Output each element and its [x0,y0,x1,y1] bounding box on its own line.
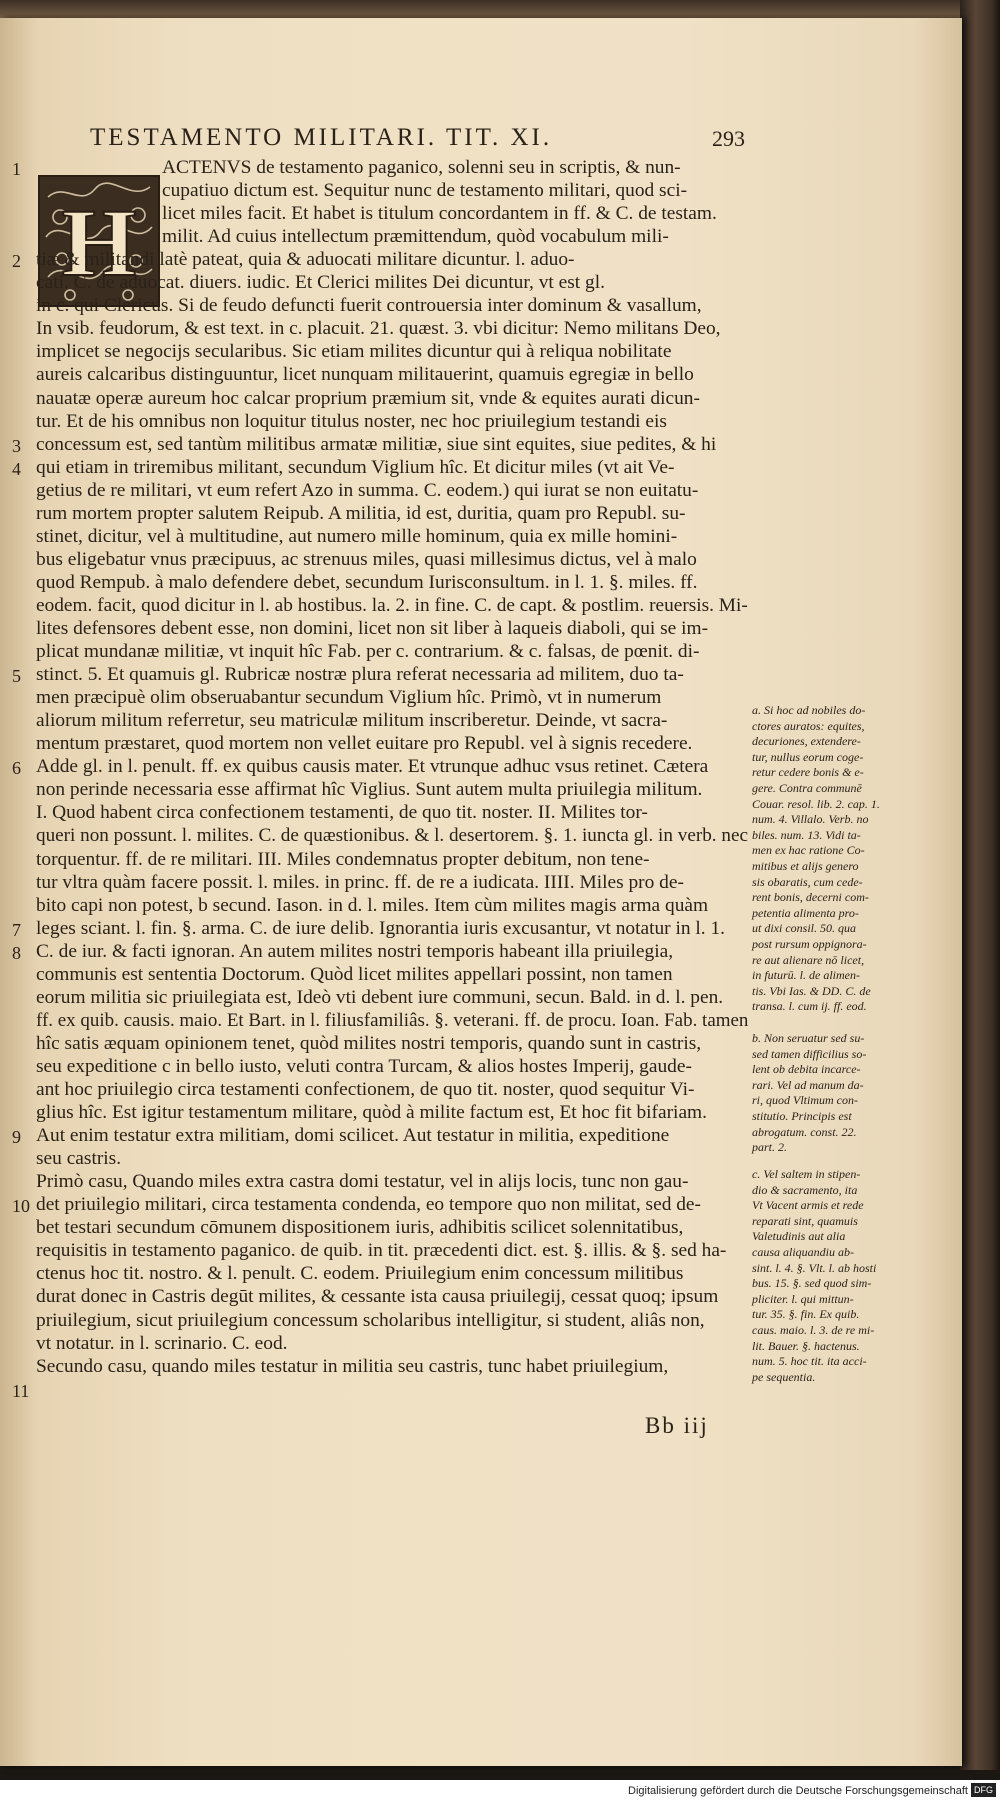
text-line: vt notatur. in l. scrinario. C. eod. [36,1332,288,1354]
text-line: eorum militia sic priuilegiata est, Ideò vti debent iure communi, secun. Bald. in d. l. pen. [36,986,724,1008]
text-line: aliorum militum referretur, seu matriculæ militum inscriberetur. Deinde, vt sacra- [36,710,668,732]
margin-number: 11 [12,1380,30,1401]
text-line: queri non possunt. l. milites. C. de quæstionibus. & l. desertorem. §. 1. iuncta gl. in verb. nec [36,825,748,847]
text-line: getius de re militari, vt eum refert Azo in summa. C. eodem.) qui iurat se non euitatu- [36,479,699,501]
footer-text: Digitalisierung gefördert durch die Deutsche Forschungsgemeinschaft [628,1785,968,1797]
text-line: lites defensores debent esse, non domini, licet non sit liber à laqueis diaboli, qui se im- [36,618,709,639]
margin-note-line: mitibus et alijs genero [752,859,859,873]
margin-note-line: causa aliquandiu ab- [752,1245,854,1259]
dfg-logo: DFG [971,1783,996,1797]
margin-note-line: part. 2. [752,1140,788,1155]
margin-number: 3 [12,435,21,456]
margin-note-line: Vt Vacent armis et rede [752,1198,864,1213]
text-line: tur vltra quàm facere possit. l. miles. in princ. ff. de re a iudicata. IIII. Miles pro de- [36,871,684,893]
margin-note-line: biles. num. 13. Vidi ta- [752,827,861,842]
margin-note-line: num. 5. hoc tit. ita acci- [752,1354,867,1369]
text-line: requisitis in testamento paganico. de quib. in tit. præcedenti dict. est. §. illis. & §. sed ha- [36,1240,727,1262]
text-line: ctenus hoc tit. nostro. & l. penult. C. eodem. Priuilegium enim concessum militibus [36,1263,684,1285]
text-line: bito capi non potest, b secund. Iason. in d. l. miles. Item cùm milites magis arma quàm [36,894,709,916]
margin-note-line: ctores auratos: equites, [752,718,865,733]
margin-note-line: stitutio. Principis est [752,1109,852,1123]
text-line: concessum est, sed tantùm militibus armatæ militiæ, siue sint equites, siue pedites, & hi [36,433,717,455]
margin-note-line: sint. l. 4. §. Vlt. l. ab hosti [752,1260,877,1275]
margin-note-line: b. Non seruatur sed su- [752,1031,865,1045]
text-line: bus eligebatur vnus præcipuus, ac strenuus miles, quasi millesimus dictus, vel à malo [36,548,697,570]
footer-bar [0,1780,1000,1802]
text-line: eodem. facit, quod dicitur in l. ab hostibus. la. 2. in fine. C. de capt. & postlim. reuersis. Mi- [36,594,748,616]
text-line: men præcipuè olim obseruabantur secundum Viglium hîc. Primò, vt in numerum [36,687,662,709]
text-line: milit. Ad cuius intellectum præmittendum, quòd vocabulum mili- [162,226,669,248]
text-line: communis est sententia Doctorum. Quòd licet milites appellari possint, non tamen [36,963,673,985]
margin-note-line: petentia alimenta pro- [752,905,859,920]
text-line: non perinde necessaria esse affirmat hîc Viglius. Sunt autem multa priuilegia militum. [36,779,703,801]
text-line: torquentur. ff. de re militari. III. Miles condemnatus propter debitum, non tene- [36,848,650,870]
text-line: rum mortem propter salutem Reipub. A militia, id est, duritia, quam pro Republ. su- [36,502,686,524]
margin-note-line: ri, quod Vltimum con- [752,1093,858,1108]
text-line: stinet, dicitur, vel à multitudine, aut numero mille hominum, quia ex mille homini- [36,525,678,547]
margin-note-line: transa. l. cum ij. ff. eod. [752,999,867,1014]
text-line: implicet se negocijs secularibus. Sic etiam milites dicuntur qui à reliqua nobilitate [36,341,672,363]
page-top-edge [0,0,962,20]
text-line: tiæ & militandi latè pateat, quia & aduocati militare dicuntur. l. aduo- [36,249,575,271]
text-line: priuilegium, sicut priuilegium concessum scholaribus intelligitur, si student, aliâs non, [36,1309,705,1331]
margin-note-line: post rursum oppignora- [752,937,867,951]
margin-number: 5 [12,666,21,687]
text-line: quod Rempub. à malo defendere debet, secundum Iurisconsultum. in l. 1. §. miles. ff. [36,571,698,593]
margin-note-line: bus. 15. §. sed quod sim- [752,1276,872,1291]
text-line: bet testari secundum cōmunem dispositionem iuris, adhibitis scilicet solennitatibus, [36,1217,684,1239]
book-page [0,18,962,1766]
text-line: leges sciant. l. fin. §. arma. C. de iure delib. Ignorantia iuris excusantur, vt notatur in l. 1. [36,917,726,939]
text-line: stinct. 5. Et quamuis gl. Rubricæ nostræ plura referat necessaria ad militem, duo ta- [36,664,684,686]
margin-note-line: caus. maio. l. 3. de re mi- [752,1323,875,1337]
text-line: cupatiuo dictum est. Sequitur nunc de testamento militari, quod sci- [162,180,688,202]
text-line: seu expeditione c in bello iusto, veluti contra Turcam, & alios hostes Imperij, gaude- [36,1055,692,1077]
text-line: Primò casu, Quando miles extra castra domi testatur, vel in alijs locis, tunc non gau- [36,1171,689,1193]
margin-note-line: lit. Bauer. §. hactenus. [752,1338,860,1353]
margin-note-line: Valetudinis aut alia [752,1229,846,1244]
signature-mark: Bb iij [645,1413,709,1438]
text-line: ff. ex quib. causis. maio. Et Bart. in l. filiusfamiliâs. §. veterani. ff. de procu. Ioan. Fab. tamen [36,1009,749,1031]
initial-letter: H [61,189,137,296]
text-line: seu castris. [36,1148,122,1170]
text-line: aureis calcaribus distinguuntur, licet nunquam militauerint, quamuis egregiæ in bello [36,364,694,386]
margin-note-line: rari. Vel ad manum da- [752,1077,864,1092]
margin-note-line: rent bonis, decerni com- [752,890,869,905]
margin-number: 2 [12,251,21,272]
margin-note-line: gere. Contra communē [752,781,862,795]
margin-note-line: sis obaratis, cum cede- [752,874,863,889]
margin-note-line: ut dixi consil. 50. qua [752,921,856,936]
margin-number: 8 [12,942,21,963]
margin-note-line: dio & sacramento, ita [752,1182,858,1197]
text-line: plicat mundanæ militiæ, vt inquit hîc Fab. per c. contrarium. & c. falsas, de pœnit. di- [36,641,700,663]
text-line: mentum præstaret, quod mortem non vellet euitare pro Republ. vel à signis recedere. [36,733,693,755]
text-line: Aut enim testatur extra militiam, domi scilicet. Aut testatur in militia, expeditione [36,1125,670,1147]
margin-note-line: tur. 35. §. fin. Ex quib. [752,1307,860,1322]
margin-note-line: decuriones, extendere- [752,734,861,749]
text-line: Secundo casu, quando miles testatur in militia seu castris, tunc habet priuilegium, [36,1355,669,1377]
text-line: C. de iur. & facti ignoran. An autem milites nostri temporis habeant illa priuilegia, [36,940,674,962]
margin-note-line: abrogatum. const. 22. [752,1124,857,1139]
margin-note-line: sed tamen difficilius so- [752,1046,867,1061]
text-line: hîc satis æquam opinionem tenet, quòd milites nostri temporis, quando sunt in castris, [36,1032,702,1054]
text-line: det priuilegio militari, circa testamenta condenda, eo tempore quo non militat, sed de- [36,1194,701,1216]
margin-note-line: in futurū. l. de alimen- [752,968,860,983]
margin-note-line: men ex hac ratione Co- [752,843,865,858]
margin-note-line: retur cedere bonis & e- [752,765,864,780]
margin-note-line: lent ob debita incarce- [752,1062,861,1077]
margin-note-line: tis. Vbi Ias. & DD. C. de [752,983,871,998]
margin-note-line: Couar. resol. lib. 2. cap. 1. [752,796,880,811]
margin-note-line: tur, nullus eorum coge- [752,749,864,764]
text-line: licet miles facit. Et habet is titulum concordantem in ff. & C. de testam. [162,203,717,225]
margin-number: 1 [12,159,21,179]
margin-note-line: a. Si hoc ad nobiles do- [752,703,866,717]
text-line: durat donec in Castris degūt milites, & cessante ista causa priuilegij, cessat quoq; ipsum [36,1286,719,1308]
margin-number: 6 [12,758,21,779]
running-header: TESTAMENTO MILITARI. TIT. XI. [90,124,553,151]
text-line: I. Quod habent circa confectionem testamenti, de quo tit. noster. II. Milites tor- [36,802,648,824]
margin-number: 9 [12,1127,21,1148]
page-number: 293 [712,126,745,151]
margin-note-line: re aut alienare nō licet, [752,952,865,967]
text-line: nauatæ operæ aureum hoc calcar proprium præmium sit, vnde & equites aurati dicun- [36,387,700,409]
text-line: Adde gl. in l. penult. ff. ex quibus causis mater. Et vtrunque adhuc vsus retinet. Cætera [36,756,709,778]
margin-note-line: pliciter. l. qui mittun- [752,1291,854,1306]
margin-note-line: c. Vel saltem in stipen- [752,1167,861,1181]
text-line: qui etiam in triremibus militant, secundum Viglium hîc. Et dicitur miles (vt ait Ve- [36,456,675,478]
margin-note-line: pe sequentia. [752,1369,816,1384]
margin-number: 10 [12,1196,30,1217]
text-line: cati. C. de aduocat. diuers. iudic. Et Clerici milites Dei dicuntur, vt est gl. [36,272,605,294]
margin-note-line: num. 4. Villalo. Verb. no [752,812,869,827]
margin-number: 7 [12,919,21,940]
text-line: tur. Et de his omnibus non loquitur titulus noster, nec hoc priuilegium testandi eis [36,410,667,432]
text-line: in c. qui Clericus. Si de feudo defuncti fuerit controuersia inter dominum & vasallum, [36,295,702,317]
text-line: In vsib. feudorum, & est text. in c. placuit. 21. quæst. 3. vbi dicitur: Nemo militans Deo, [36,318,721,340]
text-line: ACTENVS de testamento paganico, solenni seu in scriptis, & nun- [162,157,681,178]
margin-note-line: reparati sint, quamuis [752,1213,858,1228]
book-spine [960,0,1000,1770]
text-line: ant hoc priuilegio circa testamenti confectionem, de quo tit. noster, quod sequitur Vi- [36,1079,695,1100]
text-line: glius hîc. Est igitur testamentum militare, quòd à milite factum est, Et hoc fit bifariam. [36,1102,707,1124]
margin-number: 4 [12,458,21,479]
